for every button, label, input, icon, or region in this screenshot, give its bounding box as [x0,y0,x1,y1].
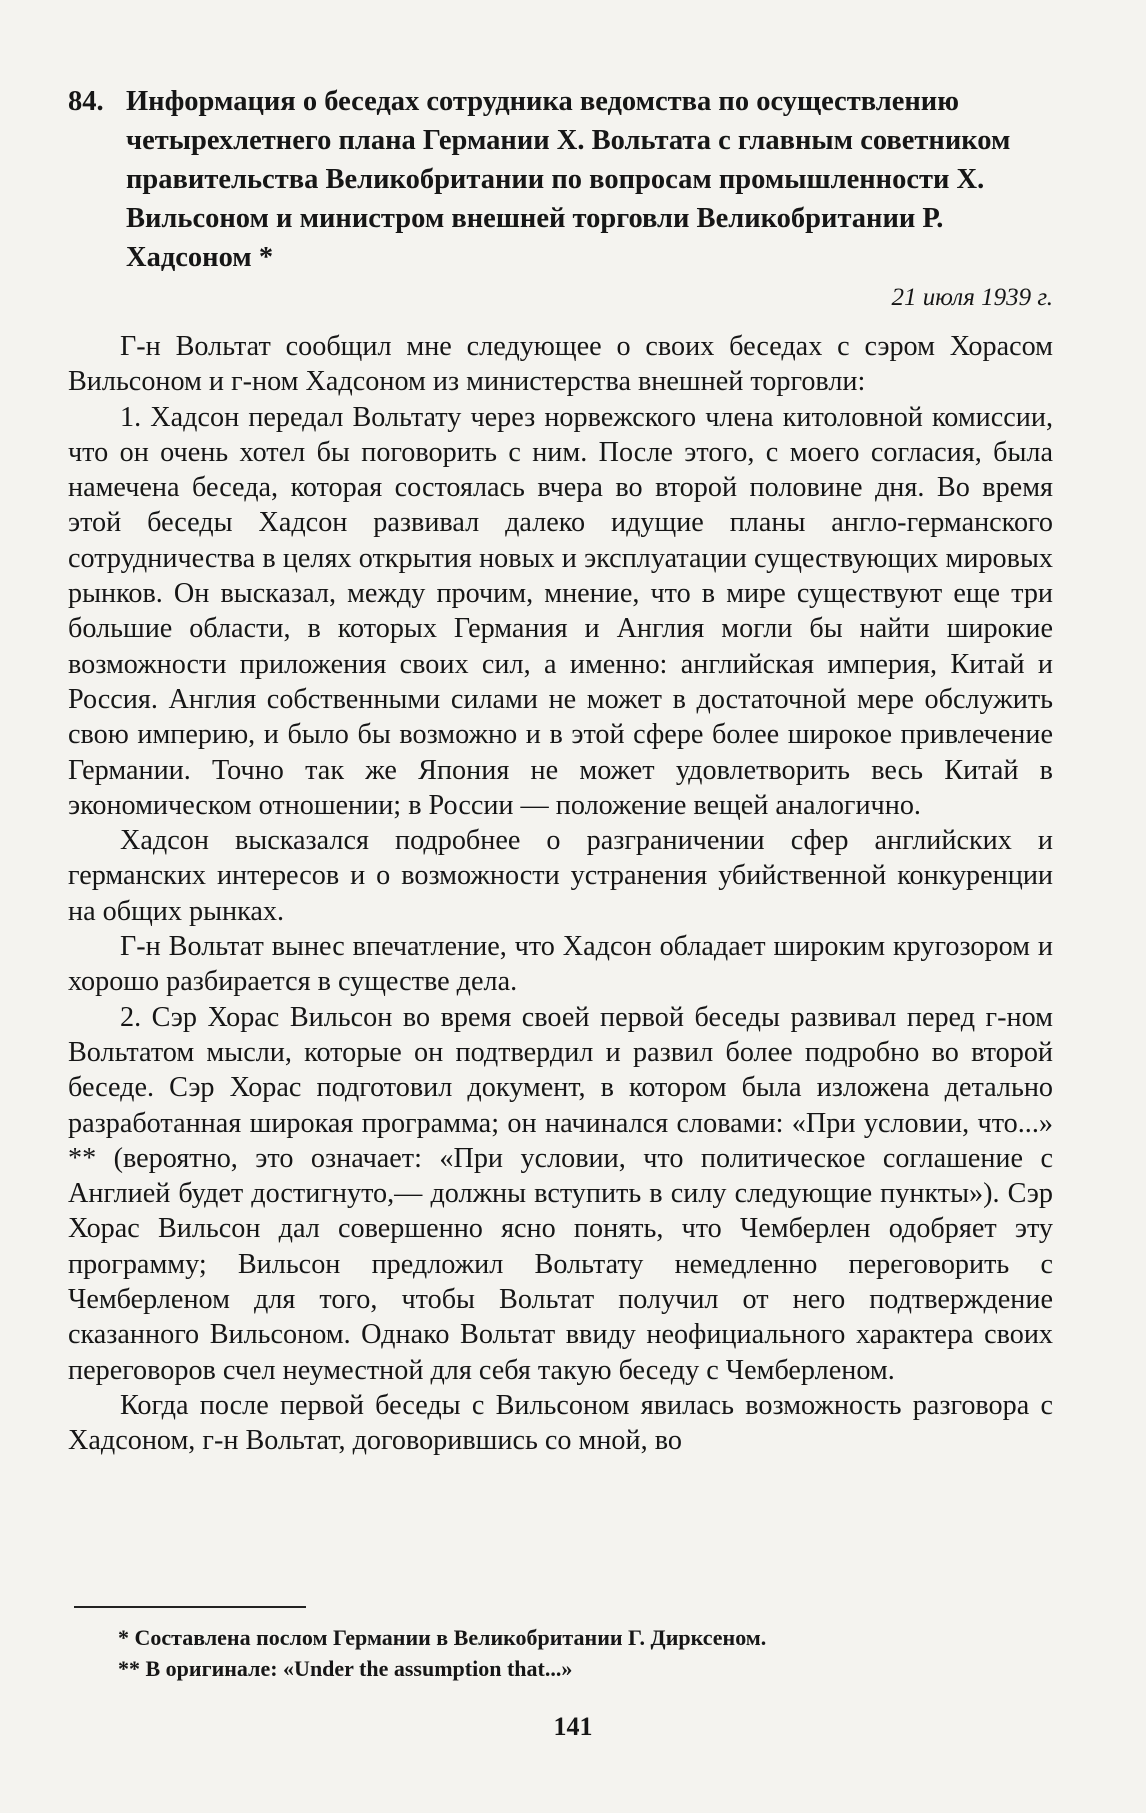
body-paragraph: 2. Сэр Хорас Вильсон во время своей первой беседы развивал перед г-ном Вольтатом мысли, которые он подтвердил и развил более подробно во второй беседе. Сэр Хорас подготовил документ, в котором была изложена детально разработанная широкая программа; он начинался словами: «При условии, что...» ** (вероятно, это означает: «При условии, что политическое соглашение с Англией будет достигнуто,— должны вступить в силу следующие пункты»). Сэр Хорас Вильсон дал совершенно ясно понять, что Чемберлен одобряет эту программу; Вильсон предложил Вольтату немедленно переговорить с Чемберленом для того, чтобы Вольтат получил от него подтверждение сказанного Вильсоном. Однако Вольтат ввиду неофициального характера своих переговоров счел неуместной для себя такую беседу с Чемберленом. [68,1001,1053,1386]
footnote: ** В оригинале: «Under the assumption that...» [118,1656,573,1681]
footnote-divider [74,1606,306,1608]
document-body [68,329,1053,1459]
document-date: 21 июля 1939 г. [891,284,1053,311]
page-number: 141 [553,1712,593,1741]
document-number: 84. [68,86,104,117]
footnote: * Составлена послом Германии в Великобритании Г. Дирксеном. [118,1625,767,1650]
document-title: Информация о беседах сотрудника ведомства по осуществлению четырехлетнего плана Германии Х. Вольтата с главным советником правительства Великобритании по вопросам промышленности Х. Вильсоном и министром внешней торговли Великобритании Р. Хадсоном * [126,86,1011,273]
body-paragraph: Когда после первой беседы с Вильсоном явилась возможность разговора с Хадсоном, г-н Вольтат, договорившись со мной, во [68,1389,1053,1457]
footnotes [118,1622,1018,1684]
body-paragraph: Г-н Вольтат вынес впечатление, что Хадсон обладает широким кругозором и хорошо разбирается в существе дела. [68,931,1053,998]
body-paragraph: 1. Хадсон передал Вольтату через норвежского члена китоловной комиссии, что он очень хотел бы поговорить с ним. После этого, с моего согласия, была намечена беседа, которая состоялась вчера во второй половине дня. Во время этой беседы Хадсон развивал далеко идущие планы англо-германского сотрудничества в целях открытия новых и эксплуатации существующих мировых рынков. Он высказал, между прочим, мнение, что в мире существуют еще три большие области, в которых Германия и Англия могли бы найти широкие возможности приложения своих сил, а именно: английская империя, Китай и Россия. Англия собственными силами не может в достаточной мере обслужить свою империю, и было бы возможно и в этой сфере более широкое привлечение Германии. Точно так же Япония не может удовлетворить весь Китай в экономическом отношении; в России — положение вещей аналогично. [68,401,1053,821]
body-paragraph: Хадсон высказался подробнее о разграничении сфер английских и германских интересов и о возможности устранения убийственной конкуренции на общих рынках. [68,825,1053,927]
document-page [68,82,1053,1459]
document-heading [68,82,1053,277]
body-paragraph: Г-н Вольтат сообщил мне следующее о своих беседах с сэром Хорасом Вильсоном и г-ном Хадсоном из министерства внешней торговли: [68,331,1053,398]
